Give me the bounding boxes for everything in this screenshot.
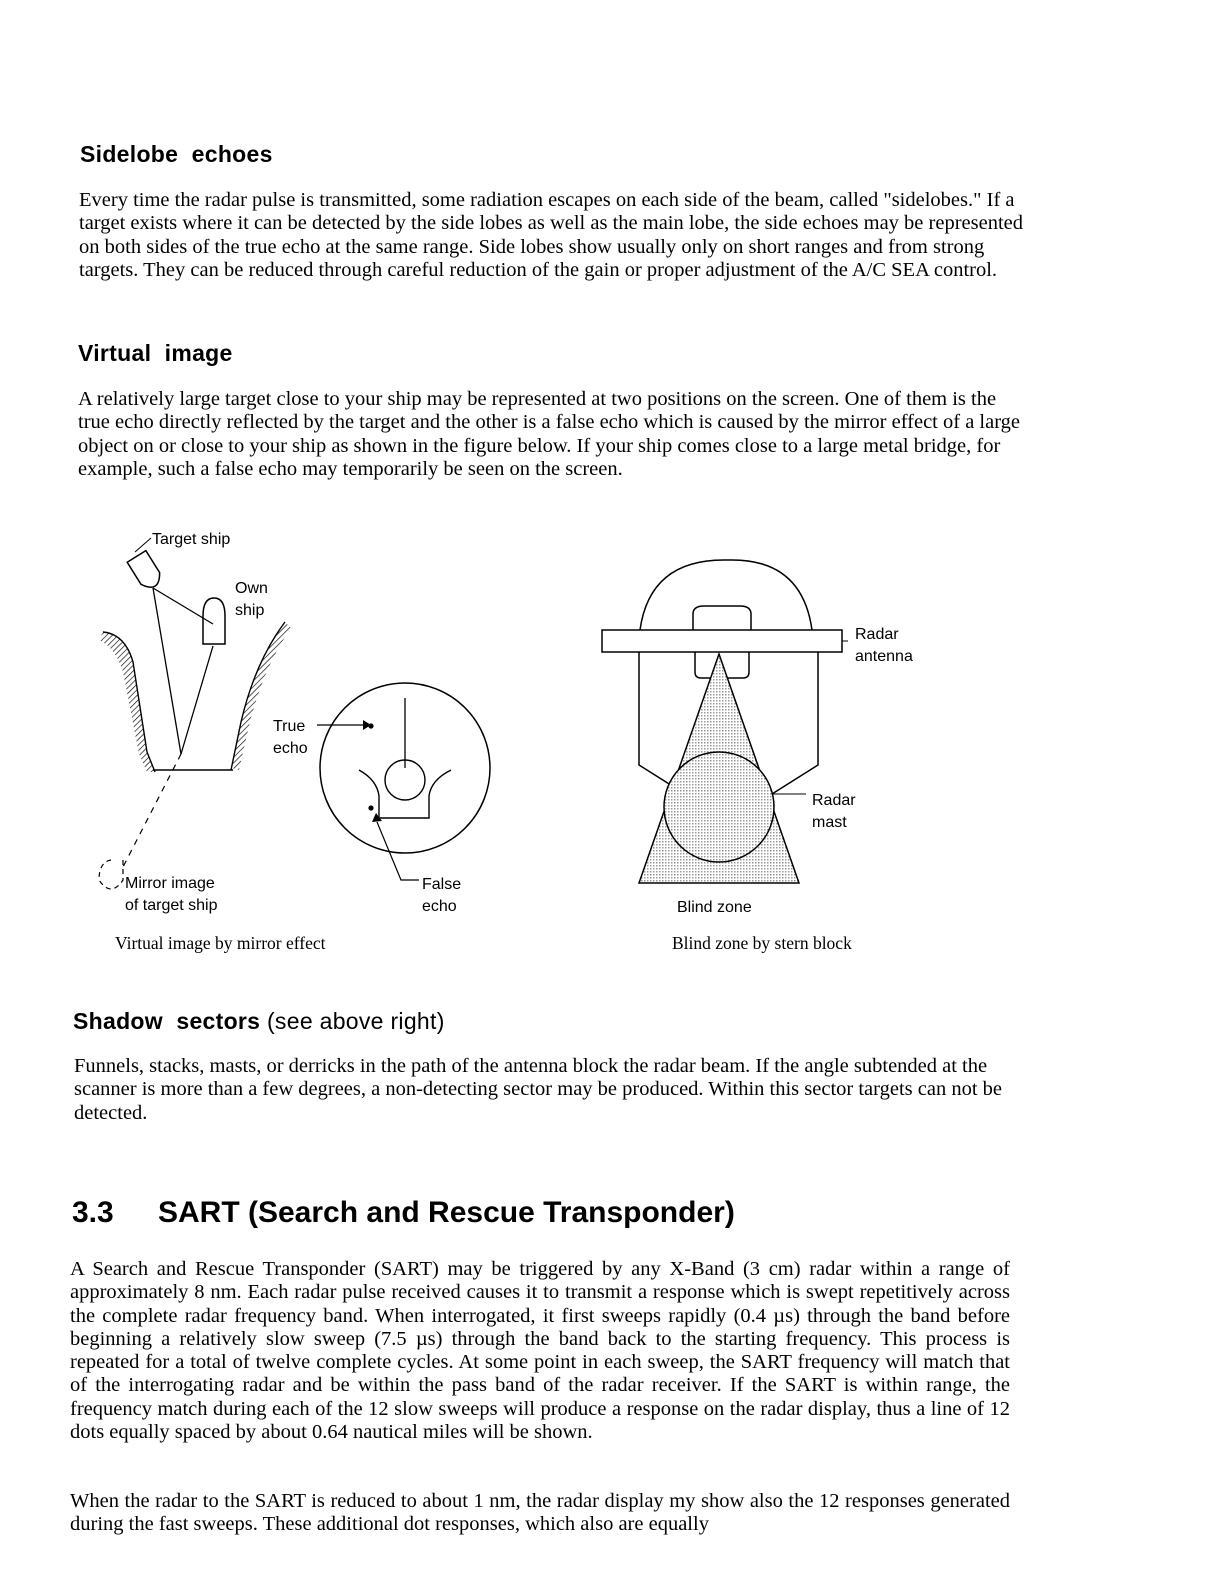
label-target-ship: Target ship: [152, 531, 231, 548]
false-echo-dot: [368, 805, 373, 810]
label-false-echo: echo: [422, 898, 457, 915]
heading-section-3-3: [72, 1196, 735, 1230]
antenna-top-box: [693, 606, 751, 630]
blind-zone-figure: [590, 550, 940, 930]
label-antenna: antenna: [855, 648, 913, 665]
label-true: True: [273, 718, 306, 735]
radar-mast-circle: [664, 752, 774, 862]
heading-shadow-suffix: (see above right): [260, 1008, 445, 1034]
caption-blind-zone: Blind zone by stern block: [672, 933, 852, 953]
label-mirror-image: Mirror image: [125, 875, 215, 892]
label-mast: mast: [812, 814, 847, 831]
label-own: Own: [235, 580, 268, 597]
paragraph-shadow-sectors: Funnels, stacks, masts, or derricks in the path of the antenna block the radar beam. If the angle subtended at the scanner is more than a few degrees, a non-detecting sector may be produced. Within this sector targets can not be detected.: [74, 1055, 1002, 1124]
paragraph-sart-1: A Search and Rescue Transponder (SART) may be triggered by any X-Band (3 cm) radar within a range of approximately 8 nm. Each radar pulse received causes it to transmit a response which is swept repetitively across the complete radar frequency band. When interrogated, it first sweeps rapidly (0.4 µs) through the band before beginning a relatively slow sweep (7.5 µs) through the band back to the starting frequency. This process is repeated for a total of twelve complete cycles. At some point in each sweep, the SART frequency will match that of the interrogating radar and be within the pass band of the radar receiver. If the SART is within range, the frequency match during each of the 12 slow sweeps will produce a response on the radar display, thus a line of 12 dots equally spaced by about 0.64 nautical miles will be shown.: [70, 1258, 1010, 1444]
paragraph-virtual-image: A relatively large target close to your ship may be represented at two positions on the screen. One of them is the true echo directly reflected by the target and the other is a false echo which is caused by the mirror effect of a large object on or close to your ship as shown in the figure below. If your ship comes close to a large metal bridge, for example, such a false echo may temporarily be seen on the screen.: [78, 388, 1021, 480]
mirror-image-icon: [99, 860, 123, 889]
target-ship-icon: [127, 551, 164, 592]
caption-virtual-image: Virtual image by mirror effect: [115, 933, 326, 953]
radar-antenna-bar: [602, 630, 842, 652]
label-of-target-ship: of target ship: [125, 897, 218, 914]
paragraph-sart-2: When the radar to the SART is reduced to about 1 nm, the radar display my show also the 12 responses generated during the fast sweeps. These additional dot responses, which also are equally: [70, 1490, 1010, 1536]
label-blind-zone: Blind zone: [677, 899, 752, 916]
own-ship-icon: [203, 598, 225, 644]
label-true-echo: echo: [273, 740, 308, 757]
virtual-image-figure: [95, 522, 525, 962]
label-radar-2: Radar: [812, 792, 856, 809]
heading-virtual-image: Virtual image: [78, 340, 233, 366]
section-title: SART (Search and Rescue Transponder): [158, 1196, 735, 1229]
label-own-ship: ship: [235, 602, 265, 619]
heading-shadow-sectors: Shadow sectors (see above right): [73, 1008, 445, 1034]
paragraph-sidelobe: Every time the radar pulse is transmitted, some radiation escapes on each side of the beam, called "sidelobes." If a target exists where it can be detected by the side lobes as well as the main lobe, the side echoes may be represented on both sides of the true echo at the same range. Side lobes show usually only on short ranges and from strong targets. They can be reduced through careful reduction of the gain or proper adjustment of the A/C SEA control.: [79, 189, 1023, 281]
label-radar: Radar: [855, 626, 899, 643]
label-false: False: [422, 876, 462, 893]
heading-sidelobe-echoes: Sidelobe echoes: [80, 141, 273, 167]
radar-dome: [640, 560, 812, 630]
section-number: 3.3: [72, 1196, 114, 1229]
